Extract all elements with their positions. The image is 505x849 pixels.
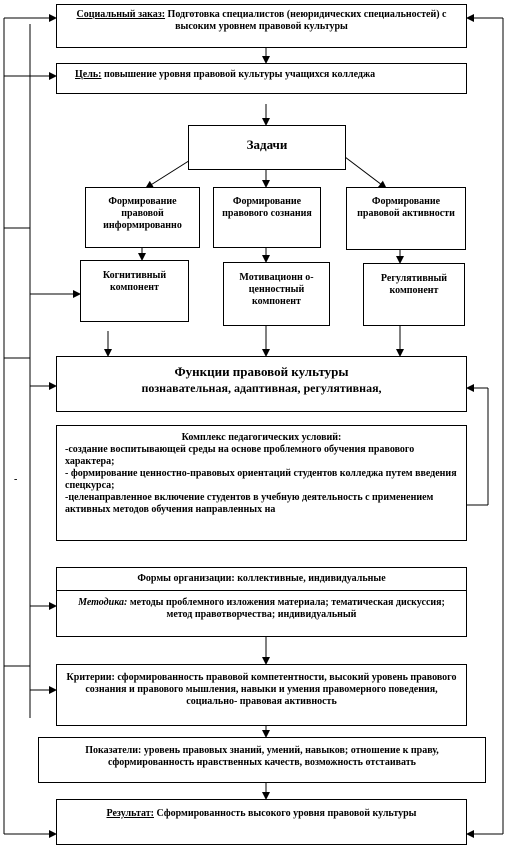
criteria-label: Критерии:: [66, 672, 115, 683]
task-legal-consciousness-box: [213, 187, 321, 248]
cognitive-component-box: [80, 260, 189, 322]
conditions-box: [56, 425, 467, 541]
indicators-box: [38, 737, 486, 783]
goal-label: Цель:: [75, 69, 102, 80]
task-legal-activity-box: [346, 187, 466, 250]
social-order-label: Социальный заказ:: [76, 9, 166, 20]
regulative-component-label: Регулятивный компонент: [380, 273, 448, 296]
criteria-text: сформированность правовой компетентности, высокий уровень правового сознания и правового мышления, навыки и умения правомерного поведения, социально- правовая активность: [85, 672, 457, 707]
motivational-component-label: Мотивационн о-ценностный компонент: [239, 272, 314, 307]
methods-label: Методика:: [78, 597, 128, 608]
task-legal-activity-label: Формирование правовой активности: [357, 196, 455, 219]
goal-box: [56, 63, 467, 94]
social-order-box: [56, 4, 467, 48]
forms-text: Формы организации: коллективные, индивидуальные: [57, 568, 466, 591]
regulative-component-box: [363, 263, 465, 326]
indicators-text: уровень правовых знаний, умений, навыков; отношение к праву, сформированность нравственных качеств, возможность отстаивать: [108, 745, 439, 768]
goal-text: повышение уровня правовой культуры учащихся колледжа: [101, 69, 376, 80]
methods-text: методы проблемного изложения материала; тематическая дискуссия; метод правотворчества; индивидуальный: [127, 597, 445, 620]
conditions-item: -целенаправленное включение студентов в учебную деятельность с применением активных методов обучения направленных на: [65, 492, 434, 515]
criteria-box: [56, 664, 467, 726]
conditions-title: Комплекс педагогических условий:: [181, 432, 342, 443]
conditions-item: -создание воспитывающей среды на основе проблемного обучения правового характера;: [65, 444, 415, 467]
methods-block: [57, 591, 466, 627]
tasks-title: Задачи: [246, 137, 288, 152]
task-legal-consciousness-label: Формирование правового сознания: [222, 196, 312, 219]
task-legal-information-box: [85, 187, 200, 248]
motivational-component-box: [223, 262, 330, 326]
result-text: Сформированность высокого уровня правовой культуры: [154, 808, 417, 819]
functions-box: [56, 356, 467, 412]
functions-list: познавательная, адаптивная, регулятивная,: [141, 381, 382, 395]
social-order-text: Подготовка специалистов (неюридических специальностей) с высоким уровнем правовой культуры: [165, 9, 447, 32]
indicators-label: Показатели:: [85, 745, 142, 756]
forms-box: [56, 567, 467, 637]
result-label: Результат:: [106, 808, 154, 819]
side-mark: -: [14, 474, 18, 485]
result-box: [56, 799, 467, 845]
functions-title: Функции правовой культуры: [174, 364, 349, 379]
task-legal-information-label: Формирование правовой информированно: [103, 196, 182, 231]
tasks-box: [188, 125, 346, 170]
cognitive-component-label: Когнитивный компонент: [102, 270, 167, 293]
conditions-item: - формирование ценностно-правовых ориентаций студентов колледжа путем введения спецкурса;: [65, 468, 457, 491]
